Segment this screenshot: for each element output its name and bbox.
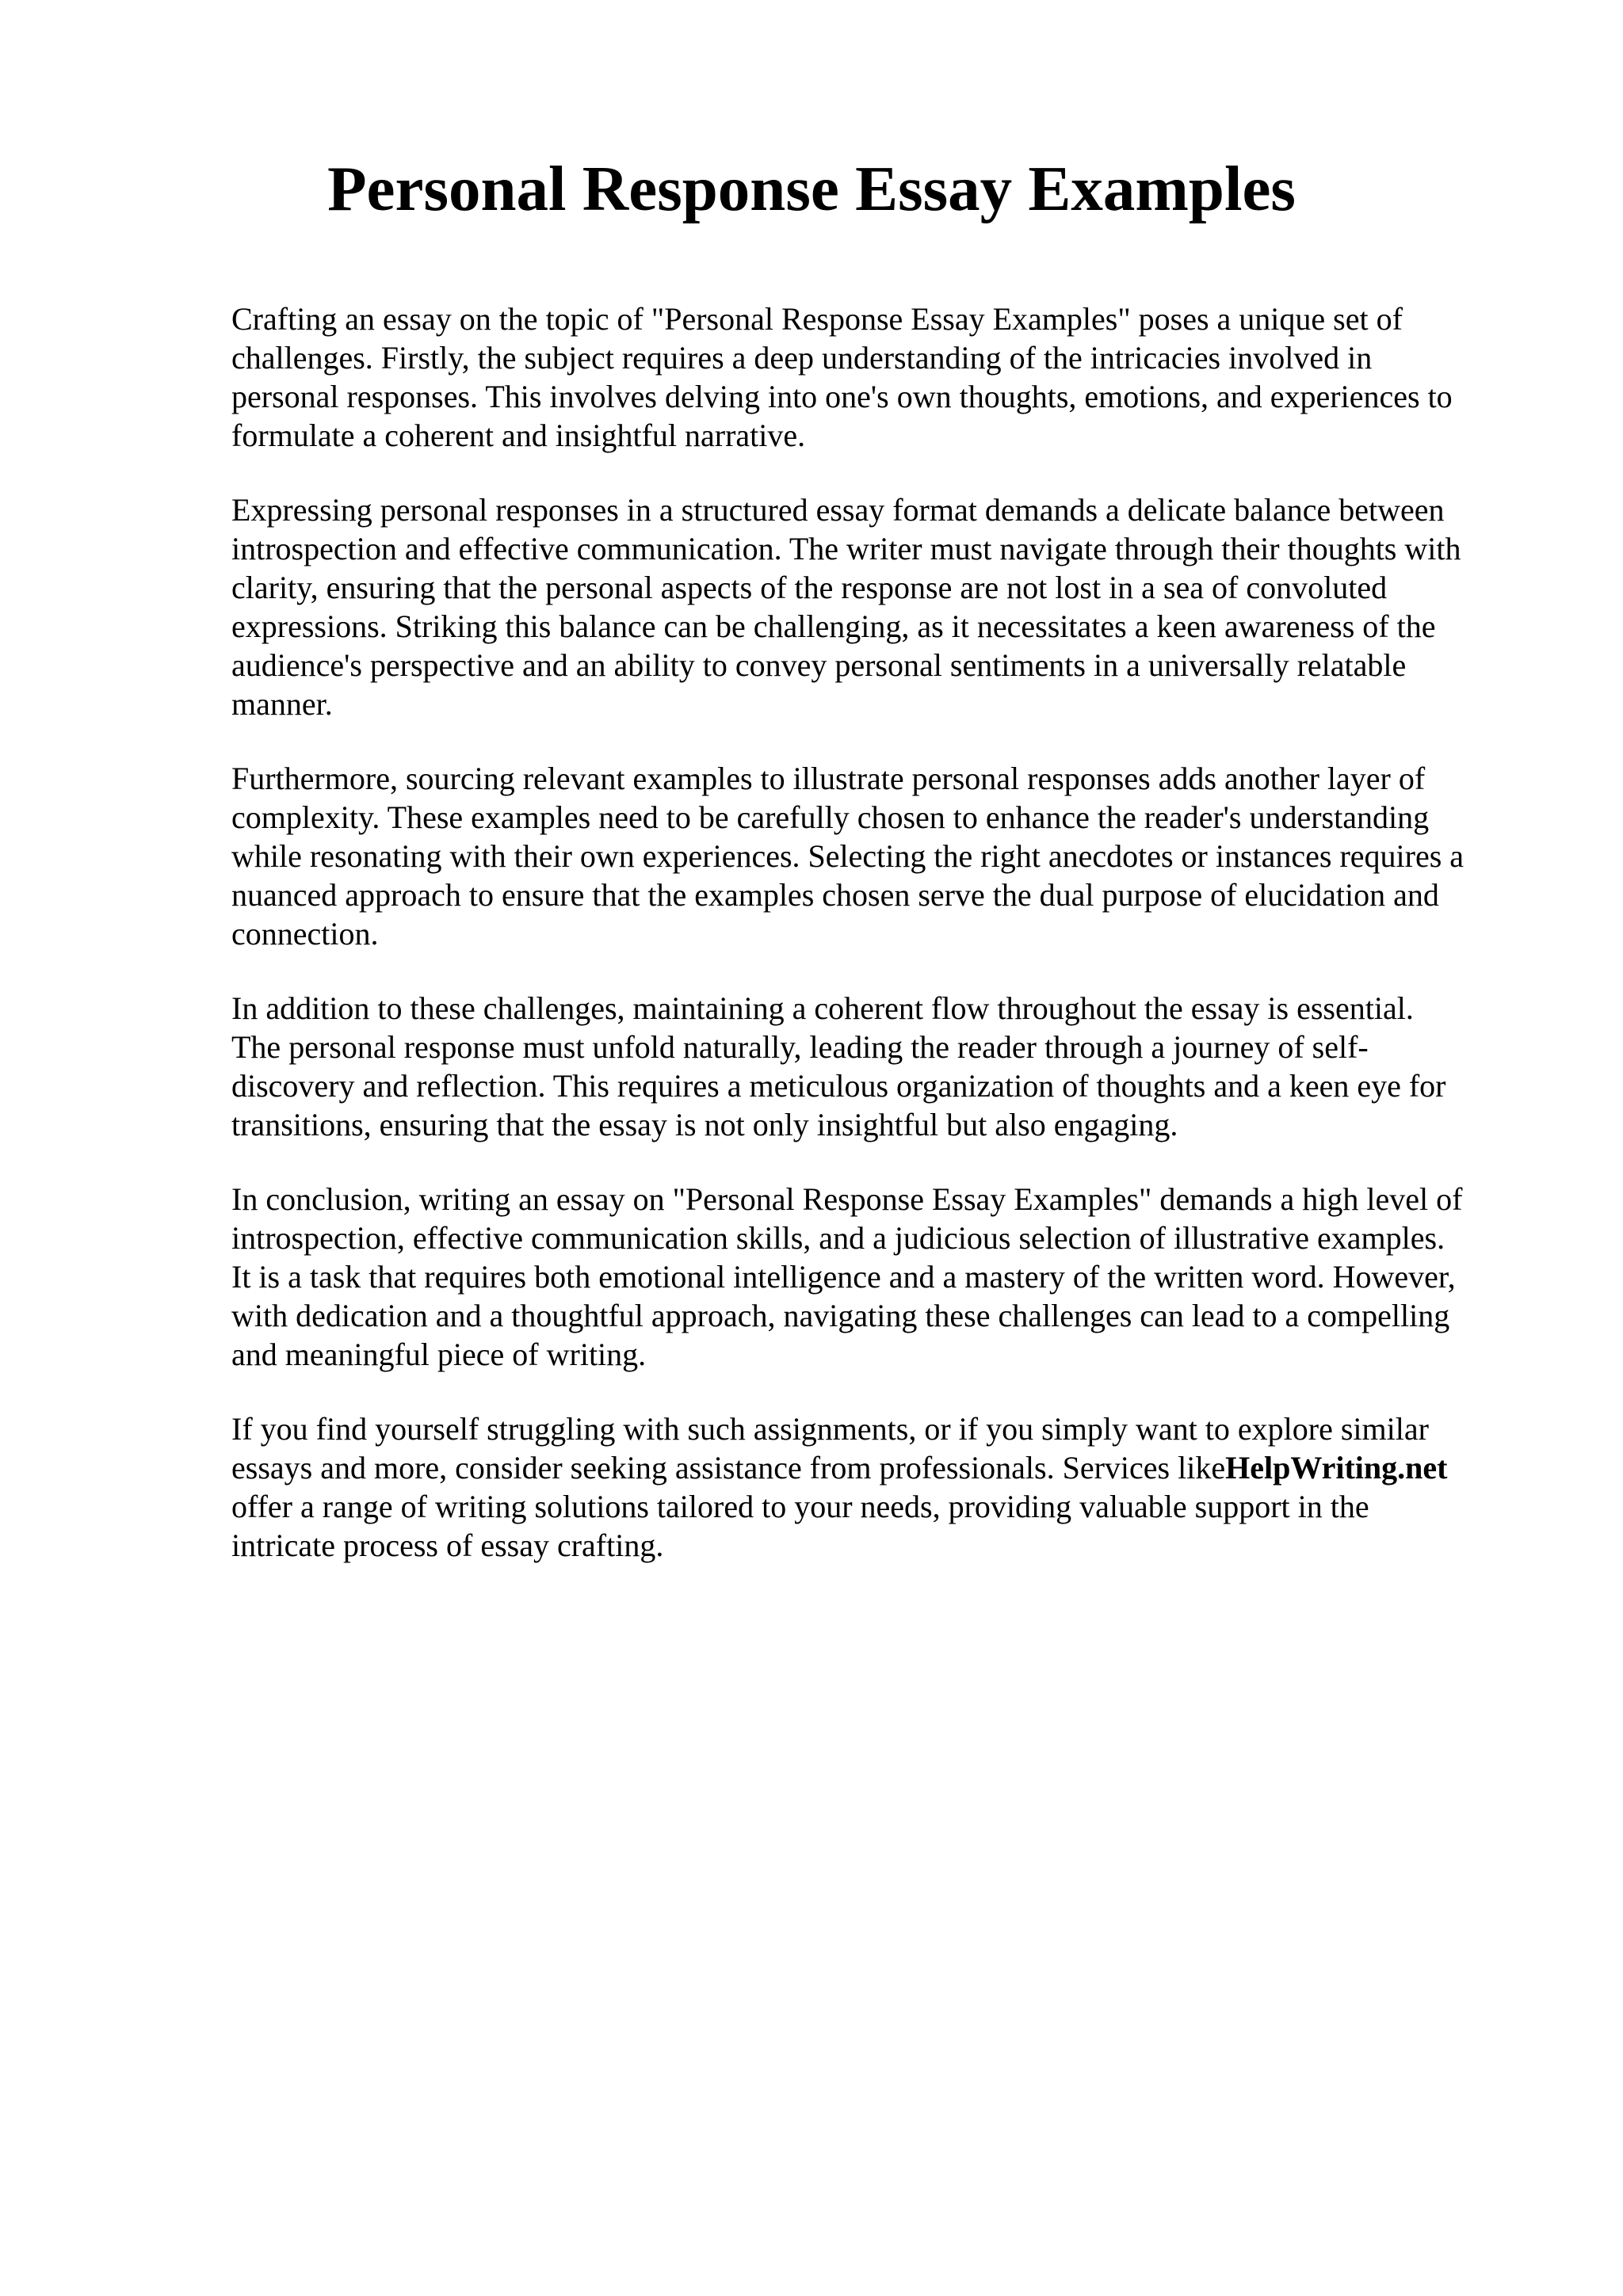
text-line: clarity, ensuring that the personal aspects of the response are not lost in a sea of convoluted [231, 570, 1388, 605]
document-body [231, 299, 1523, 1600]
text-line: intricate process of essay crafting. [231, 1527, 664, 1563]
paragraph-3 [231, 759, 1523, 953]
text-line: introspection and effective communication. The writer must navigate through their thoughts with [231, 531, 1461, 566]
text-line: The personal response must unfold naturally, leading the reader through a journey of self- [231, 1029, 1369, 1065]
text-line: Crafting an essay on the topic of "Personal Response Essay Examples" poses a unique set of [231, 301, 1403, 337]
text-line: Expressing personal responses in a structured essay format demands a delicate balance between [231, 492, 1445, 528]
text-line: discovery and reflection. This requires a meticulous organization of thoughts and a keen eye for [231, 1068, 1446, 1104]
text-fragment: essays and more, consider seeking assistance from professionals. Services like [231, 1450, 1226, 1486]
text-line: transitions, ensuring that the essay is not only insightful but also engaging. [231, 1107, 1178, 1142]
text-line: nuanced approach to ensure that the examples chosen serve the dual purpose of elucidation and [231, 877, 1439, 913]
text-line: It is a task that requires both emotional intelligence and a mastery of the written word. However, [231, 1259, 1456, 1295]
closing-paragraph [231, 1409, 1523, 1565]
paragraph-1 [231, 299, 1523, 455]
text-line: If you find yourself struggling with such assignments, or if you simply want to explore similar [231, 1411, 1429, 1447]
paragraph-2 [231, 490, 1523, 723]
text-line: challenges. Firstly, the subject requires a deep understanding of the intricacies involved in [231, 340, 1373, 376]
text-line: while resonating with their own experiences. Selecting the right anecdotes or instances requires a [231, 838, 1465, 874]
text-line: audience's perspective and an ability to convey personal sentiments in a universally relatable [231, 647, 1407, 683]
text-line: In addition to these challenges, maintaining a coherent flow throughout the essay is essential. [231, 990, 1414, 1026]
text-line: formulate a coherent and insightful narrative. [231, 418, 806, 453]
text-line: complexity. These examples need to be carefully chosen to enhance the reader's understanding [231, 799, 1430, 835]
text-line: personal responses. This involves delving into one's own thoughts, emotions, and experiences to [231, 379, 1453, 414]
paragraph-4 [231, 989, 1523, 1144]
text-line: offer a range of writing solutions tailored to your needs, providing valuable support in the [231, 1489, 1369, 1524]
document-title: Personal Response Essay Examples [327, 153, 1296, 224]
brand-name: HelpWriting.net [1225, 1450, 1448, 1486]
text-line: manner. [231, 686, 333, 722]
text-line: connection. [231, 916, 379, 952]
text-line: introspection, effective communication skills, and a judicious selection of illustrative examples. [231, 1220, 1445, 1256]
text-line: In conclusion, writing an essay on "Personal Response Essay Examples" demands a high level of [231, 1181, 1463, 1217]
paragraph-5 [231, 1180, 1523, 1374]
text-line: expressions. Striking this balance can be challenging, as it necessitates a keen awareness of the [231, 608, 1436, 644]
text-line: Furthermore, sourcing relevant examples to illustrate personal responses adds another layer of [231, 761, 1426, 796]
text-line: with dedication and a thoughtful approach, navigating these challenges can lead to a compelling [231, 1298, 1450, 1333]
text-line [231, 1448, 1523, 1487]
text-line: and meaningful piece of writing. [231, 1337, 647, 1372]
